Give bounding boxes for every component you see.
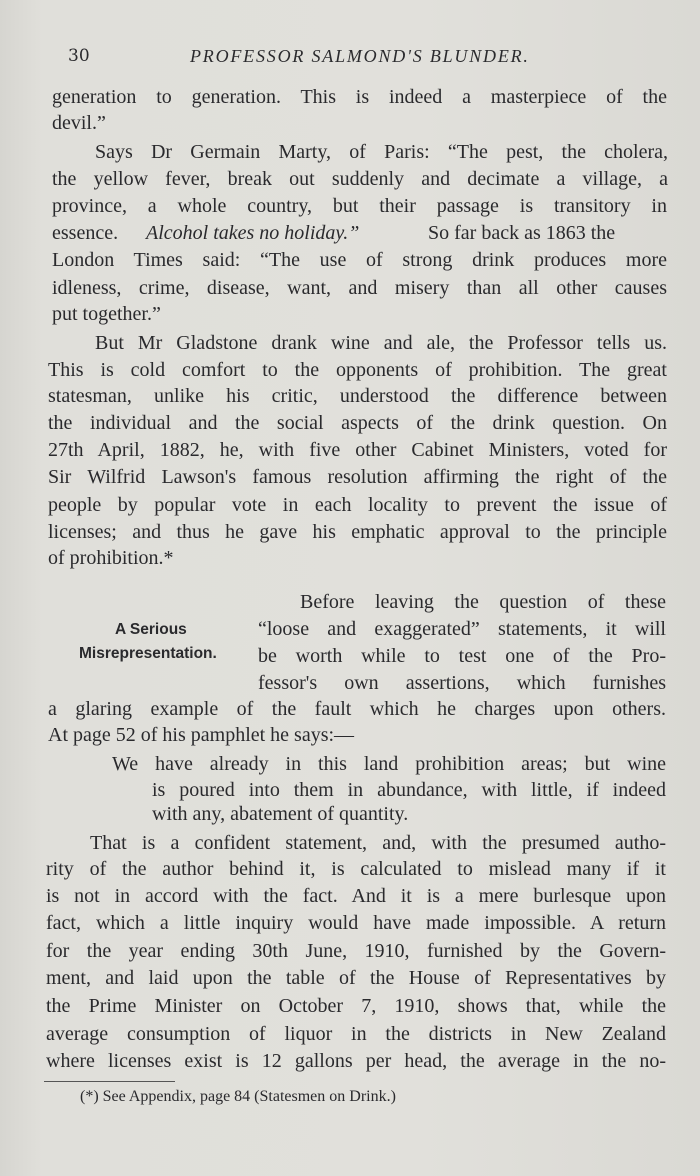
- text-line: idleness, crime, disease, want, and misery than all other causes: [52, 277, 667, 299]
- text-line: licenses; and thus he gave his emphatic approval to the principle: [48, 521, 667, 543]
- text-line: the individual and the social aspects of the drink question. On: [48, 412, 667, 434]
- text-line: generation to generation. This is indeed a masterpiece of the: [52, 86, 667, 108]
- quote-line: We have already in this land prohibition areas; but wine: [112, 753, 666, 775]
- footnote-divider: [44, 1081, 175, 1082]
- text-line: So far back as 1863 the: [428, 222, 616, 244]
- text-line: average consumption of liquor in the districts in New Zealand: [46, 1023, 666, 1045]
- text-line: essence.: [52, 222, 119, 244]
- text-line-italic: Alcohol takes no holiday.”: [146, 222, 360, 244]
- page-header: [68, 44, 660, 72]
- running-title: PROFESSOR SALMOND'S BLUNDER.: [190, 46, 530, 66]
- text-line: That is a confident statement, and, with the presumed autho-: [90, 832, 666, 854]
- text-line: the Prime Minister on October 7, 1910, shows that, while the: [46, 995, 666, 1017]
- text-line: ment, and laid upon the table of the House of Representatives by: [46, 967, 666, 989]
- page-number: 30: [68, 46, 90, 66]
- sidenote-line2: Misrepresentation.: [79, 645, 217, 662]
- text-line: 27th April, 1882, he, with five other Cabinet Ministers, voted for: [48, 439, 667, 461]
- quote-line: with any, abatement of quantity.: [152, 803, 409, 825]
- text-line: “loose and exaggerated” statements, it will: [258, 618, 666, 640]
- text-line: fessor's own assertions, which furnishes: [258, 672, 666, 694]
- text-line: put together.”: [52, 303, 161, 325]
- text-line: a glaring example of the fault which he charges upon others.: [48, 698, 666, 720]
- text-line: fact, which a little inquiry would have made impossible. A return: [46, 912, 666, 934]
- text-line: is not in accord with the fact. And it is a mere burlesque upon: [46, 885, 666, 907]
- text-line: the yellow fever, break out suddenly and decimate a village, a: [52, 168, 668, 190]
- text-line: Sir Wilfrid Lawson's famous resolution affirming the right of the: [48, 466, 667, 488]
- text-line: Before leaving the question of these: [300, 591, 666, 613]
- text-line: be worth while to test one of the Pro-: [258, 645, 666, 667]
- text-line: statesman, unlike his critic, understood the difference between: [48, 385, 667, 407]
- text-line: for the year ending 30th June, 1910, furnished by the Govern-: [46, 940, 666, 962]
- text-line: where licenses exist is 12 gallons per head, the average in the no-: [46, 1050, 666, 1072]
- text-line: of prohibition.*: [48, 547, 174, 569]
- text-line: But Mr Gladstone drank wine and ale, the Professor tells us.: [95, 332, 667, 354]
- text-line: rity of the author behind it, is calculated to mislead many if it: [46, 858, 666, 880]
- text-line: At page 52 of his pamphlet he says:—: [48, 724, 355, 746]
- text-line: This is cold comfort to the opponents of prohibition. The great: [48, 359, 667, 381]
- text-line: London Times said: “The use of strong drink produces more: [52, 249, 667, 271]
- text-line: province, a whole country, but their passage is transitory in: [52, 195, 667, 217]
- footnote: (*) See Appendix, page 84 (Statesmen on Drink.): [80, 1088, 396, 1105]
- quote-line: is poured into them in abundance, with little, if indeed: [152, 779, 666, 801]
- text-line: devil.”: [52, 112, 106, 134]
- text-line: people by popular vote in each locality to prevent the issue of: [48, 494, 667, 516]
- sidenote-line1: A Serious: [115, 621, 187, 638]
- text-line: Says Dr Germain Marty, of Paris: “The pest, the cholera,: [95, 141, 668, 163]
